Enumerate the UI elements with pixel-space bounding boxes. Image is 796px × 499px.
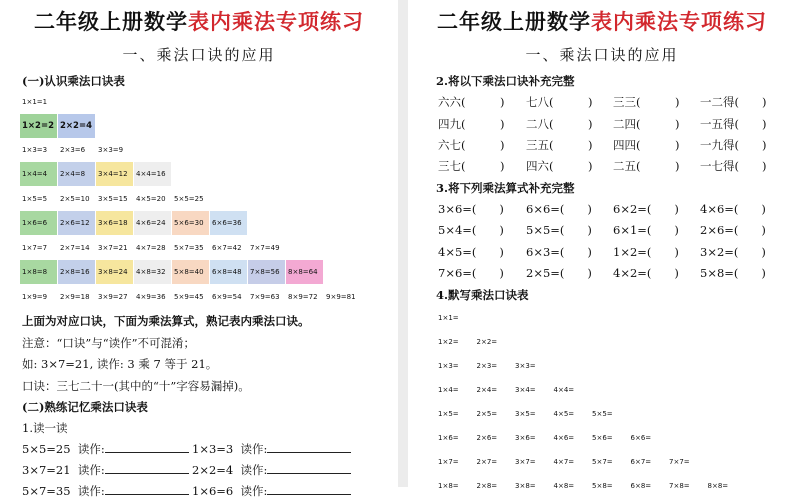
table-cell: 6×6=36 [210, 211, 247, 235]
q3-item[interactable]: 6×2=( ) [613, 202, 679, 216]
table-cell: 3×7=21 [98, 244, 128, 252]
q2-item[interactable]: 一九得( ) [700, 138, 767, 152]
write-item[interactable]: 6×7= [630, 458, 652, 466]
table-cell: 3×5=15 [98, 195, 128, 203]
table-cell: 1×7=7 [22, 244, 48, 252]
write-item[interactable]: 2×6= [476, 434, 498, 442]
write-row [438, 314, 788, 330]
answer-line[interactable] [267, 483, 351, 495]
read-label: 读作: [77, 442, 105, 456]
table-row [20, 236, 286, 260]
q3-item[interactable]: 4×5=( ) [438, 245, 504, 259]
write-row [438, 458, 788, 474]
write-item[interactable]: 1×1= [438, 314, 459, 322]
page-gutter [398, 0, 408, 487]
q2-item[interactable]: 四九( ) [438, 117, 505, 131]
write-item[interactable]: 1×5= [438, 410, 459, 418]
write-row [438, 482, 788, 498]
write-item[interactable]: 3×6= [515, 434, 536, 442]
write-item[interactable]: 3×3= [515, 362, 536, 370]
read-heading: 1.读一读 [22, 421, 68, 435]
table-cell: 8×8=64 [286, 260, 323, 284]
note-line-3: 如: 3×7=21, 读作: 3 乘 7 等于 21。 [22, 357, 218, 371]
spacer [71, 484, 78, 498]
q3-item[interactable]: 5×8=( ) [700, 266, 766, 280]
write-item[interactable]: 1×8= [438, 482, 459, 490]
q3-row [438, 244, 788, 262]
part2-heading: (二)熟练记忆乘法口诀表 [22, 400, 148, 414]
read-label: 读作: [77, 484, 105, 498]
q2-item[interactable]: 一七得( ) [700, 159, 767, 173]
write-item[interactable]: 3×4= [515, 386, 536, 394]
write-item[interactable]: 5×7= [592, 458, 613, 466]
spacer [233, 463, 240, 477]
write-item[interactable]: 7×7= [669, 458, 690, 466]
write-item[interactable]: 2×3= [476, 362, 498, 370]
q3-item[interactable]: 6×6=( ) [526, 202, 592, 216]
q2-item[interactable]: 六七( ) [438, 138, 505, 152]
table-cell: 5×7=35 [174, 244, 204, 252]
q2-row [438, 137, 788, 155]
title-red-part: 表内乘法专项练习 [188, 10, 364, 34]
table-cell: 7×7=49 [250, 244, 280, 252]
write-item[interactable]: 1×3= [438, 362, 459, 370]
read-label: 读作: [240, 484, 268, 498]
answer-line[interactable] [105, 462, 189, 474]
q2-item[interactable]: 三五( ) [526, 138, 593, 152]
read-expression: 1×3=3 [192, 442, 234, 456]
spacer [71, 463, 78, 477]
table-cell: 9×9=81 [326, 293, 356, 301]
read-item [192, 483, 351, 499]
answer-line[interactable] [105, 483, 189, 495]
table-cell: 2×2=4 [58, 114, 95, 138]
q2-item[interactable]: 三七( ) [438, 159, 505, 173]
table-cell: 2×9=18 [60, 293, 90, 301]
table-cell: 2×7=14 [60, 244, 90, 252]
table-cell: 6×7=42 [212, 244, 242, 252]
table-cell: 2×8=16 [58, 260, 95, 284]
q2-row [438, 116, 788, 134]
q2-item[interactable]: 二五( ) [613, 159, 680, 173]
table-row [20, 260, 324, 284]
table-cell: 4×4=16 [134, 162, 171, 186]
q3-row [438, 201, 788, 219]
q2-row [438, 94, 788, 112]
write-item[interactable]: 5×8= [592, 482, 613, 490]
write-item[interactable]: 2×5= [476, 410, 498, 418]
table-row [20, 138, 134, 162]
table-cell: 7×9=63 [250, 293, 280, 301]
write-item[interactable]: 2×7= [476, 458, 498, 466]
answer-line[interactable] [105, 441, 189, 453]
read-expression: 1×6=6 [192, 484, 234, 498]
table-cell: 1×4=4 [20, 162, 57, 186]
note-line-1: 上面为对应口诀，下面为乘法算式，熟记表内乘法口诀。 [22, 314, 310, 328]
write-item[interactable]: 4×8= [553, 482, 575, 490]
table-cell: 2×3=6 [60, 146, 86, 154]
read-item [22, 441, 189, 457]
read-expression: 2×2=4 [192, 463, 234, 477]
write-item[interactable]: 6×8= [630, 482, 652, 490]
q2-item[interactable]: 三三( ) [613, 95, 680, 109]
write-item[interactable]: 1×6= [438, 434, 459, 442]
table-cell: 5×9=45 [174, 293, 204, 301]
q2-item[interactable]: 一二得( ) [700, 95, 767, 109]
q2-item[interactable]: 二四( ) [613, 117, 680, 131]
title-black-part: 二年级上册数学 [437, 10, 591, 34]
q3-item[interactable]: 4×6=( ) [700, 202, 766, 216]
table-cell: 7×8=56 [248, 260, 285, 284]
q3-item[interactable]: 1×2=( ) [613, 245, 679, 259]
read-item [22, 483, 189, 499]
write-item[interactable]: 5×6= [592, 434, 613, 442]
table-cell: 6×8=48 [210, 260, 247, 284]
table-cell: 4×8=32 [134, 260, 171, 284]
title-red-part: 表内乘法专项练习 [591, 10, 767, 34]
page-title [0, 6, 398, 36]
table-cell: 6×9=54 [212, 293, 242, 301]
worksheet-page-left [0, 0, 398, 498]
worksheet-page-right [408, 0, 796, 490]
write-item[interactable]: 2×2= [476, 338, 498, 346]
table-cell: 4×9=36 [136, 293, 166, 301]
q3-item[interactable]: 5×4=( ) [438, 223, 504, 237]
table-row [20, 162, 172, 186]
q3-item[interactable]: 3×2=( ) [700, 245, 766, 259]
q2-item[interactable]: 六六( ) [438, 95, 505, 109]
table-cell: 3×4=12 [96, 162, 133, 186]
part1-heading: (一)认识乘法口诀表 [22, 74, 125, 88]
page-title [408, 6, 796, 36]
read-label: 读作: [240, 463, 268, 477]
write-item[interactable]: 4×7= [553, 458, 575, 466]
write-row [438, 434, 788, 450]
note-line-2: 注意：“口诀”与“读作”不可混淆； [22, 336, 196, 350]
table-cell: 3×3=9 [98, 146, 124, 154]
table-row [20, 285, 362, 309]
table-row [20, 114, 96, 138]
read-label: 读作: [77, 463, 105, 477]
write-item[interactable]: 4×4= [553, 386, 575, 394]
answer-line[interactable] [267, 462, 351, 474]
q3-item[interactable]: 7×6=( ) [438, 266, 504, 280]
read-expression: 5×5=25 [22, 442, 71, 456]
table-cell: 1×5=5 [22, 195, 48, 203]
q2-item[interactable]: 四四( ) [613, 138, 680, 152]
q2-heading: 2.将以下乘法口诀补充完整 [436, 74, 575, 88]
q3-row [438, 265, 788, 283]
q2-item[interactable]: 四六( ) [526, 159, 593, 173]
q3-item[interactable]: 2×5=( ) [526, 266, 592, 280]
table-cell: 2×6=12 [58, 211, 95, 235]
table-cell: 1×8=8 [20, 260, 57, 284]
section-heading: 一、乘法口诀的应用 [525, 46, 679, 64]
write-item[interactable]: 7×8= [669, 482, 690, 490]
write-row [438, 386, 788, 402]
read-item [192, 462, 351, 478]
write-row [438, 362, 788, 378]
read-label: 读作: [240, 442, 268, 456]
q3-item[interactable]: 6×1=( ) [613, 223, 679, 237]
q3-item[interactable]: 5×5=( ) [526, 223, 592, 237]
write-item[interactable]: 3×8= [515, 482, 536, 490]
table-cell: 5×6=30 [172, 211, 209, 235]
table-cell: 4×6=24 [134, 211, 171, 235]
read-item [22, 462, 189, 478]
q4-heading: 4.默写乘法口诀表 [436, 288, 529, 302]
section-heading: 一、乘法口诀的应用 [122, 46, 276, 64]
note-line-4: 口诀：三七二十一(其中的“十”字容易漏掉)。 [22, 379, 250, 393]
write-item[interactable]: 3×5= [515, 410, 536, 418]
write-item[interactable]: 6×6= [630, 434, 652, 442]
read-expression: 3×7=21 [22, 463, 71, 477]
table-cell: 4×7=28 [136, 244, 166, 252]
table-cell: 3×8=24 [96, 260, 133, 284]
table-cell: 4×5=20 [136, 195, 166, 203]
write-item[interactable]: 2×4= [476, 386, 498, 394]
q2-item[interactable]: 七八( ) [526, 95, 593, 109]
write-row [438, 338, 788, 354]
write-item[interactable]: 4×6= [553, 434, 575, 442]
table-row [20, 187, 210, 211]
q3-item[interactable]: 2×6=( ) [700, 223, 766, 237]
q2-row [438, 158, 788, 176]
q3-item[interactable]: 6×3=( ) [526, 245, 592, 259]
write-item[interactable]: 5×5= [592, 410, 613, 418]
table-cell: 2×4=8 [58, 162, 95, 186]
table-cell: 5×5=25 [174, 195, 204, 203]
table-row [20, 90, 58, 114]
table-cell: 1×6=6 [20, 211, 57, 235]
table-cell: 3×9=27 [98, 293, 128, 301]
write-item[interactable]: 1×7= [438, 458, 459, 466]
write-item[interactable]: 2×8= [476, 482, 498, 490]
write-item[interactable]: 3×7= [515, 458, 536, 466]
write-item[interactable]: 1×4= [438, 386, 459, 394]
q3-heading: 3.将下列乘法算式补充完整 [436, 181, 575, 195]
read-item [192, 441, 351, 457]
spacer [233, 442, 240, 456]
table-cell: 8×9=72 [288, 293, 318, 301]
q3-item[interactable]: 3×6=( ) [438, 202, 504, 216]
table-cell: 2×5=10 [60, 195, 90, 203]
q3-item[interactable]: 4×2=( ) [613, 266, 679, 280]
write-row [438, 410, 788, 426]
q3-row [438, 222, 788, 240]
spacer [71, 442, 78, 456]
write-item[interactable]: 8×8= [707, 482, 729, 490]
table-cell: 1×9=9 [22, 293, 48, 301]
write-item[interactable]: 1×2= [438, 338, 459, 346]
table-row [20, 211, 248, 235]
title-black-part: 二年级上册数学 [34, 10, 188, 34]
answer-line[interactable] [267, 441, 351, 453]
table-cell: 1×1=1 [22, 98, 48, 106]
table-cell: 5×8=40 [172, 260, 209, 284]
table-cell: 1×2=2 [20, 114, 57, 138]
spacer [233, 484, 240, 498]
table-cell: 3×6=18 [96, 211, 133, 235]
read-expression: 5×7=35 [22, 484, 71, 498]
q2-item[interactable]: 二八( ) [526, 117, 593, 131]
table-cell: 1×3=3 [22, 146, 48, 154]
q2-item[interactable]: 一五得( ) [700, 117, 767, 131]
write-item[interactable]: 4×5= [553, 410, 575, 418]
